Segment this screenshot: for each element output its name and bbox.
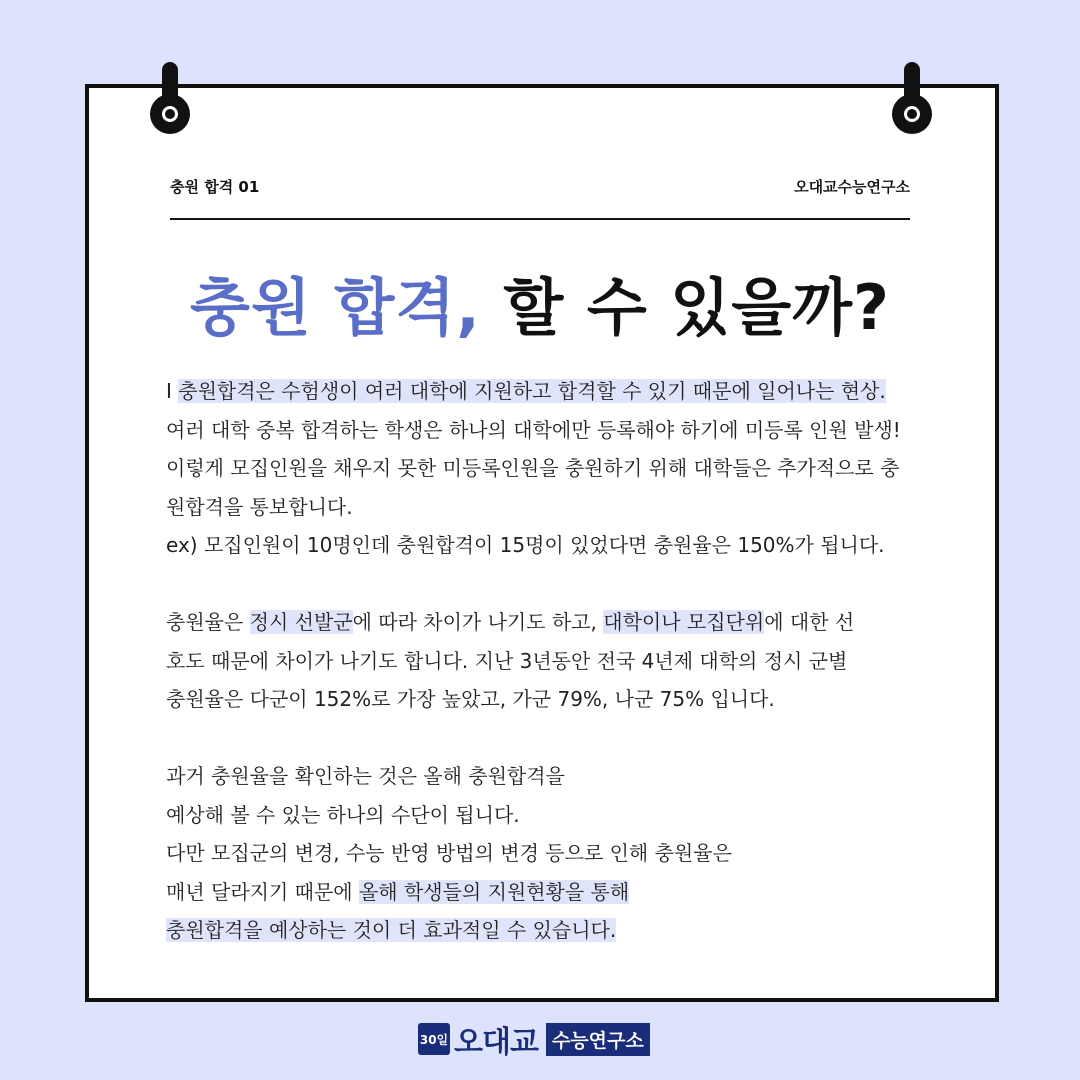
p2-text-a: 충원율은 (166, 610, 250, 634)
p3-highlight-2: 충원합격을 예상하는 것이 더 효과적일 수 있습니다. (166, 918, 617, 942)
p1-line2: 여러 대학 중복 합격하는 학생은 하나의 대학에만 등록해야 하기에 미등록 인원 발생! (166, 417, 901, 442)
body-text (166, 372, 926, 950)
p1-prefix: I (166, 379, 179, 403)
footer-logo (418, 1022, 650, 1060)
binder-ring-right-icon (892, 62, 932, 134)
p3-line3: 다만 모집군의 변경, 수능 반영 방법의 변경 등으로 인해 충원율은 (166, 841, 732, 865)
brand-label: 오대교수능연구소 (794, 178, 910, 196)
title-rest: 할 수 있을까? (480, 271, 890, 344)
p2-highlight-1: 정시 선발군 (249, 610, 353, 634)
p3-highlight-1: 올해 학생들의 지원현황을 통해 (358, 879, 630, 904)
logo-subtitle: 수능연구소 (546, 1023, 650, 1056)
title-accent: 충원 합격, (190, 271, 481, 344)
p3-line5 (166, 911, 926, 950)
series-label: 충원 합격 01 (170, 178, 260, 196)
logo-name: 오대교 (454, 1025, 538, 1060)
binder-ring-left-icon (150, 62, 190, 134)
page-title (0, 258, 1080, 347)
p2-highlight-2: 대학이나 모집단위 (603, 610, 765, 634)
p1-line1 (166, 372, 926, 411)
p3-line1: 과거 충원율을 확인하는 것은 올해 충원합격을 (166, 764, 565, 788)
p2-line2: 호도 때문에 차이가 나기도 합니다. 지난 3년동안 전국 4년제 대학의 정시 군별 (166, 648, 848, 673)
header-divider (170, 218, 910, 220)
p1-highlight: 충원합격은 수험생이 여러 대학에 지원하고 합격할 수 있기 때문에 일어나는 현상. (178, 379, 886, 403)
p2-line3: 충원율은 다군이 152%로 가장 높았고, 가군 79%, 나군 75% 입니다. (166, 687, 775, 711)
p1-line3: 이렇게 모집인원을 채우지 못한 미등록인원을 충원하기 위해 대학들은 추가적으로 충 (166, 456, 900, 480)
p1-line4: 원합격을 통보합니다. (166, 494, 353, 519)
p3-text-a: 매년 달라지기 때문에 (166, 879, 359, 904)
p2-line1 (166, 603, 926, 642)
p2-text-c: 에 대한 선 (764, 610, 855, 634)
p2-text-b: 에 따라 차이가 나기도 하고, (352, 610, 604, 634)
p3-line2: 예상해 볼 수 있는 하나의 수단이 됩니다. (166, 802, 520, 827)
p1-line5: ex) 모집인원이 10명인데 충원합격이 15명이 있었다면 충원율은 150%가 됩니다. (166, 533, 885, 557)
p3-line4 (166, 873, 926, 912)
logo-badge: 30일 (418, 1023, 450, 1055)
